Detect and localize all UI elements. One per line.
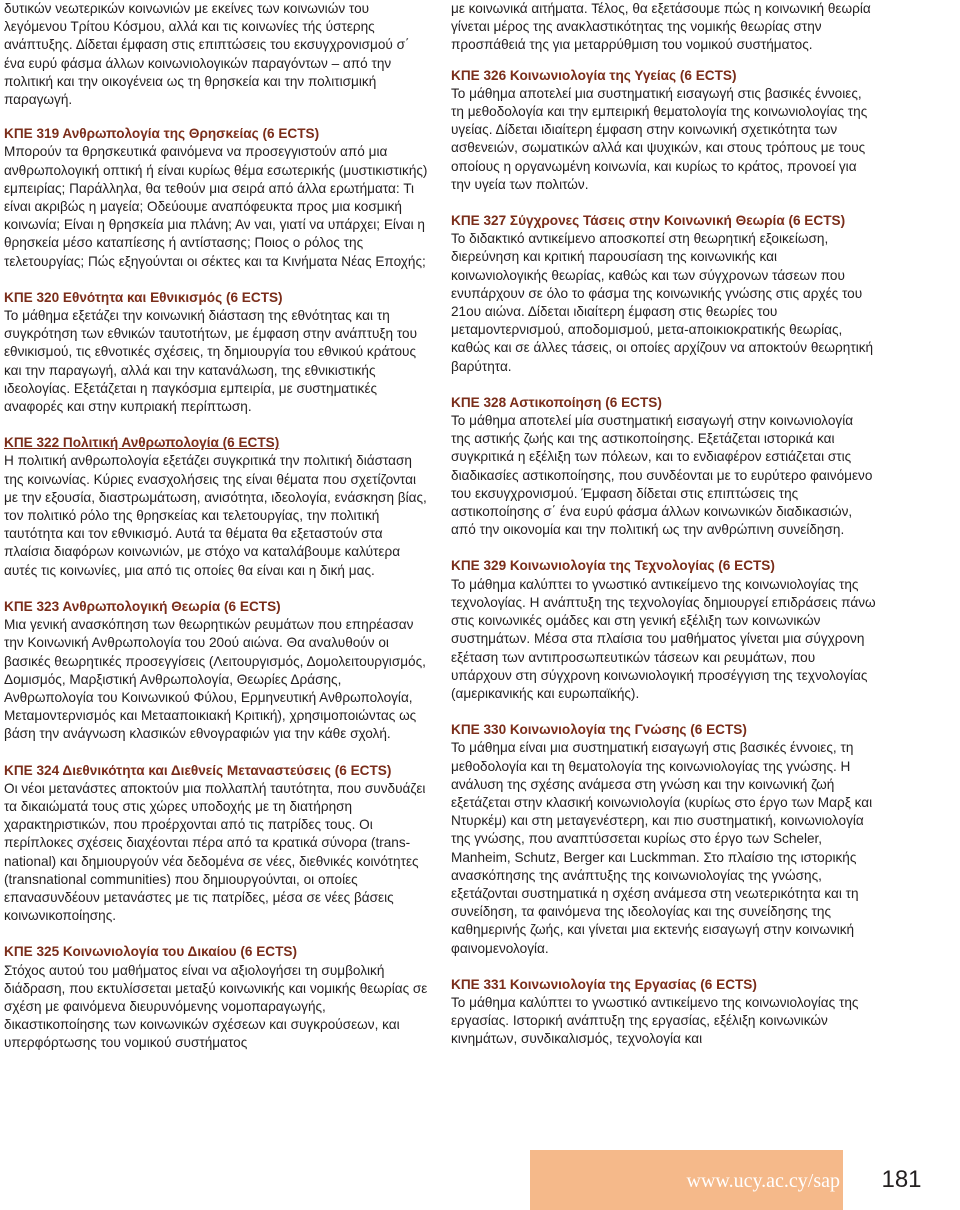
course-325-text: Στόχος αυτού του μαθήματος είναι να αξιολογήσει τη συμβολική διάδραση, που εκτυλίσσεται μεταξύ κοινωνικής και νομικής θεωρίας σε σχέση με φαινόμενα διευρυνόμενης νομοπαραγωγής, δικαστικοποίησης των κοινωνικών σχέσεων και συγκρούσεων, και υπερφόρτωσης του νομικού συστήματος [4, 962, 428, 1051]
course-329-text: Το μάθημα καλύπτει το γνωστικό αντικείμενο της κοινωνιολογίας της τεχνολογίας. Η ανάπτυξη της τεχνολογίας δημιουργεί επιδράσεις πάνω στις κοινωνικές ομάδες και στη γενική εξέλιξη των κοινωνικών συστημάτων. Μέσα στα πλαίσια του μαθήματος γίνεται μια σύγχρονη εξέταση των αντιπροσωπευτικών τάσεων και ρευμάτων, που υπάρχουν στη σύγχρονη κοινωνιολογική προσέγγιση της τεχνολογίας (αμερικανικής και ευρωπαϊκής). [451, 576, 876, 701]
course-331-title: ΚΠΕ 331 Κοινωνιολογία της Εργασίας (6 ECTS) [451, 976, 757, 992]
left-column [4, 0, 429, 1053]
course-326-text: Το μάθημα αποτελεί μια συστηματική εισαγωγή στις βασικές έννοιες, τη μεθοδολογία και την εμπειρική θεματολογία της κοινωνιολογίας της υγείας. Δίδεται ιδιαίτερη έμφαση στην κοινωνική σχετικότητα των ασθενειών, σωματικών αλλά και ψυχικών, και στους τρόπους με τους οποίους η οργανωμένη κοινωνία, και κυρίως το κράτος, προνοεί για την υγεία των πολιτών. [451, 85, 868, 192]
course-325-title: ΚΠΕ 325 Κοινωνιολογία του Δικαίου (6 ECTS) [4, 944, 297, 960]
course-330-title: ΚΠΕ 330 Κοινωνιολογία της Γνώσης (6 ECTS) [451, 722, 747, 738]
course-328-title: ΚΠΕ 328 Αστικοποίηση (6 ECTS) [451, 394, 662, 410]
course-327-title: ΚΠΕ 327 Σύγχρονες Τάσεις στην Κοινωνική Θεωρία (6 ECTS) [451, 213, 846, 229]
course-322-title: ΚΠΕ 322 Πολιτική Ανθρωπολογία (6 ECTS) [4, 435, 280, 451]
footer-url[interactable]: www.ucy.ac.cy/sap [686, 1170, 840, 1192]
course-331-text: Το μάθημα καλύπτει το γνωστικό αντικείμενο της κοινωνιολογίας της εργασίας. Ιστορική ανάπτυξη της εργασίας, εξέλιξη κοινωνικών κινημάτων, συνδικαλισμός, τεχνολογία και [451, 994, 859, 1047]
right-column [451, 0, 876, 1049]
course-320-title: ΚΠΕ 320 Εθνότητα και Εθνικισμός (6 ECTS) [4, 289, 283, 305]
course-319-title: ΚΠΕ 319 Ανθρωπολογία της Θρησκείας (6 ECTS) [4, 126, 320, 142]
course-324-text: Οι νέοι μετανάστες αποκτούν μια πολλαπλή ταυτότητα, που συνδυάζει τα δικαιώματά τους στις χώρες υποδοχής με τη διατήρηση χαρακτηριστικών, που προέρχονται από τις πατρίδες τους. Οι περίπλοκες σχέσεις διαχέονται πέρα από τα κρατικά σύνορα (trans-national) και δημιουργούν νέα δεδομένα σε νέες, διεθνικές κοινότητες (transnational communities) που δημιουργούνται, οι οποίες επανασυνδέουν μετανάστες με τις πατρίδες, μέσα σε νέες βάσεις κοινωνικοποίησης. [4, 780, 426, 924]
course-319-text: Μπορούν τα θρησκευτικά φαινόμενα να προσεγγιστούν από μια ανθρωπολογική οπτική ή είναι κυρίως θέμα εσωτερικής (μυστικιστικής) εμπειρίας; Παράλληλα, θα τεθούν μια σειρά από άλλα ερωτήματα: Τι είναι ακριβώς η μαγεία; Οδεύουμε αναπόφευκτα προς μια κοσμική κοινωνία; Είναι η θρησκεία μια πλάνη; Αν ναι, γιατί να υπάρχει; Είναι η θρησκεία μέσο καταπίεσης ή αντίστασης; Ποιος ο ρόλος της τελετουργίας; Πώς εξηγούνται οι σέκτες και τα Κινήματα Νέας Εποχής; [4, 144, 428, 269]
course-327-text: Το διδακτικό αντικείμενο αποσκοπεί στη θεωρητική εξοικείωση, διερεύνηση και κριτική παρουσίαση της κοινωνικής και κοινωνιολογικής θεωρίας, καθώς και των σύγχρονων τάσεων που ενυπάρχουν σε όλο το φάσμα της κοινωνικής γνώσης στις αρχές του 21ου αιώνα. Δίδεται ιδιαίτερη έμφαση στις θεωρίες του μεταμοντερνισμού, αποδομισμού, μετα-αποικιοκρατικής θεωρίας, καθώς και σε άλλες τάσεις, οι οποίες αρχίζουν να αποκτούν θεωρητική βαρύτητα. [451, 231, 874, 374]
right-intro: με κοινωνικά αιτήματα. Τέλος, θα εξετάσουμε πώς η κοινωνική θεωρία γίνεται μέρος της ανακλαστικότητας της νομικής θεωρίας στην προσπάθειά της για μεταρρύθμιση του νομικού συστήματος. [451, 1, 871, 53]
course-324-title: ΚΠΕ 324 Διεθνικότητα και Διεθνείς Μεταναστεύσεις (6 ECTS) [4, 762, 392, 778]
course-329-title: ΚΠΕ 329 Κοινωνιολογία της Τεχνολογίας (6 ECTS) [451, 558, 775, 574]
course-330-text: Το μάθημα είναι μια συστηματική εισαγωγή στις βασικές έννοιες, τη μεθοδολογία και τη θεματολογία της κοινωνιολογίας της γνώσης. Η ανάλυση της σχέσης ανάμεσα στη γνώση και την κοινωνική ζωή εξετάζεται στην κλασική κοινωνιολογία (κυρίως στο έργο των Μαρξ και Ντυρκέμ) και στη μεταγενέστερη, και πιο συστηματική, κοινωνιολογία της γνώσης, που αναπτύσσεται κυρίως στο έργο των Scheler, Manheim, Schutz, Berger και Luckmman. Στο πλαίσιο της ιστορικής ανασκόπησης της ανάπτυξης της κοινωνιολογίας της γνώσης, εξετάζονται συστηματικά η σχέση ανάμεσα στη νεωτερικότητα και τη συνείδηση, τα φαινόμενα της ιδεολογίας και της συνείδησης της καθημερινής ζωής, και γίνεται μια εκτενής εισαγωγή στην κοινωνική φαινομενολογία. [451, 740, 873, 956]
course-328-text: Το μάθημα αποτελεί μία συστηματική εισαγωγή στην κοινωνιολογία της αστικής ζωής και της αστικοποίησης. Εξετάζεται ιστορικά και συγκριτικά η εξέλιξη των πόλεων, και το ενδιαφέρον εστιάζεται στις διαδικασίες αστικοποίησης, που συνδέονται με το ευρύτερο φαινόμενο του εκσυγχρονισμού. Έμφαση δίδεται στις επιπτώσεις της αστικοποίησης σ΄ ένα ευρύ φάσμα άλλων κοινωνικών διαδικασιών, από την οικονομία και την πολιτική ως την ανθρώπινη συνείδηση. [451, 413, 873, 538]
page-number: 181 [843, 1150, 960, 1210]
course-323-title: ΚΠΕ 323 Ανθρωπολογική Θεωρία (6 ECTS) [4, 598, 281, 614]
course-322-text: Η πολιτική ανθρωπολογία εξετάζει συγκριτικά την πολιτική διάσταση της κοινωνίας. Κύριες ενασχολήσεις της είναι θέματα που σχετίζονται με την εξουσία, διαστρωμάτωση, ανισότητα, ιδεολογία, ενάσκηση βίας, τον πολιτικό ρόλο της θρησκείας και τελετουργίας, την πολιτική ταυτότητα και τον εθνικισμό. Αυτά τα θέματα θα εξεταστούν στα πλαίσια διαφόρων κοινωνιών, με στόχο να καταλάβουμε καλύτερα αυτές τις κοινωνίες, μια από τις οποίες θα είναι και η δική μας. [4, 453, 427, 578]
course-323-text: Μια γενική ανασκόπηση των θεωρητικών ρευμάτων που επηρέασαν την Κοινωνική Ανθρωπολογία του 20ού αιώνα. Θα αναλυθούν οι βασικές θεωρητικές προσεγγίσεις (Λειτουργισμός, Δομολειτουργισμός, Δομισμός, Μαρξιστική Ανθρωπολογία, Θεωρίες Δράσης, Ανθρωπολογία του Κοινωνικού Φύλου, Ερμηνευτική Ανθρωπολογία, Μεταμοντερνισμός και Μετααποικιακή Κριτική), χρησιμοποιώντας ως βάση την ανάγνωση κλασικών εθνογραφιών για την κάθε σχολή. [4, 617, 426, 742]
course-320-text: Το μάθημα εξετάζει την κοινωνική διάσταση της εθνότητας και τη συγκρότηση των εθνικών ταυτοτήτων, με έμφαση στην ανάπτυξη του εθνικισμού, τις εθνοτικές σχέσεις, τη δημιουργία του εθνικού κράτους και την παραγωγή, αλλά και την κατανάλωση, της εθνικιστικής ιδεολογίας. Εξετάζεται η παγκόσμια εμπειρία, με συστηματικές αναφορές και στην κυπριακή περίπτωση. [4, 308, 418, 415]
left-intro: δυτικών νεωτερικών κοινωνιών με εκείνες των κοινωνιών του λεγόμενου Τρίτου Κόσμου, αλλά και τις κοινωνίες τής ύστερης ανάπτυξης. Δίδεται έμφαση στις επιπτώσεις του εκσυγχρονισμού σ΄ ένα ευρύ φάσμα άλλων κοινωνιολογικών παραγόντων – από την πολιτική και την οικογένεια ως τη θρησκεία και την πολιτισμική παραγωγή. [4, 1, 410, 108]
course-326-title: ΚΠΕ 326 Κοινωνιολογία της Υγείας (6 ECTS) [451, 67, 737, 83]
